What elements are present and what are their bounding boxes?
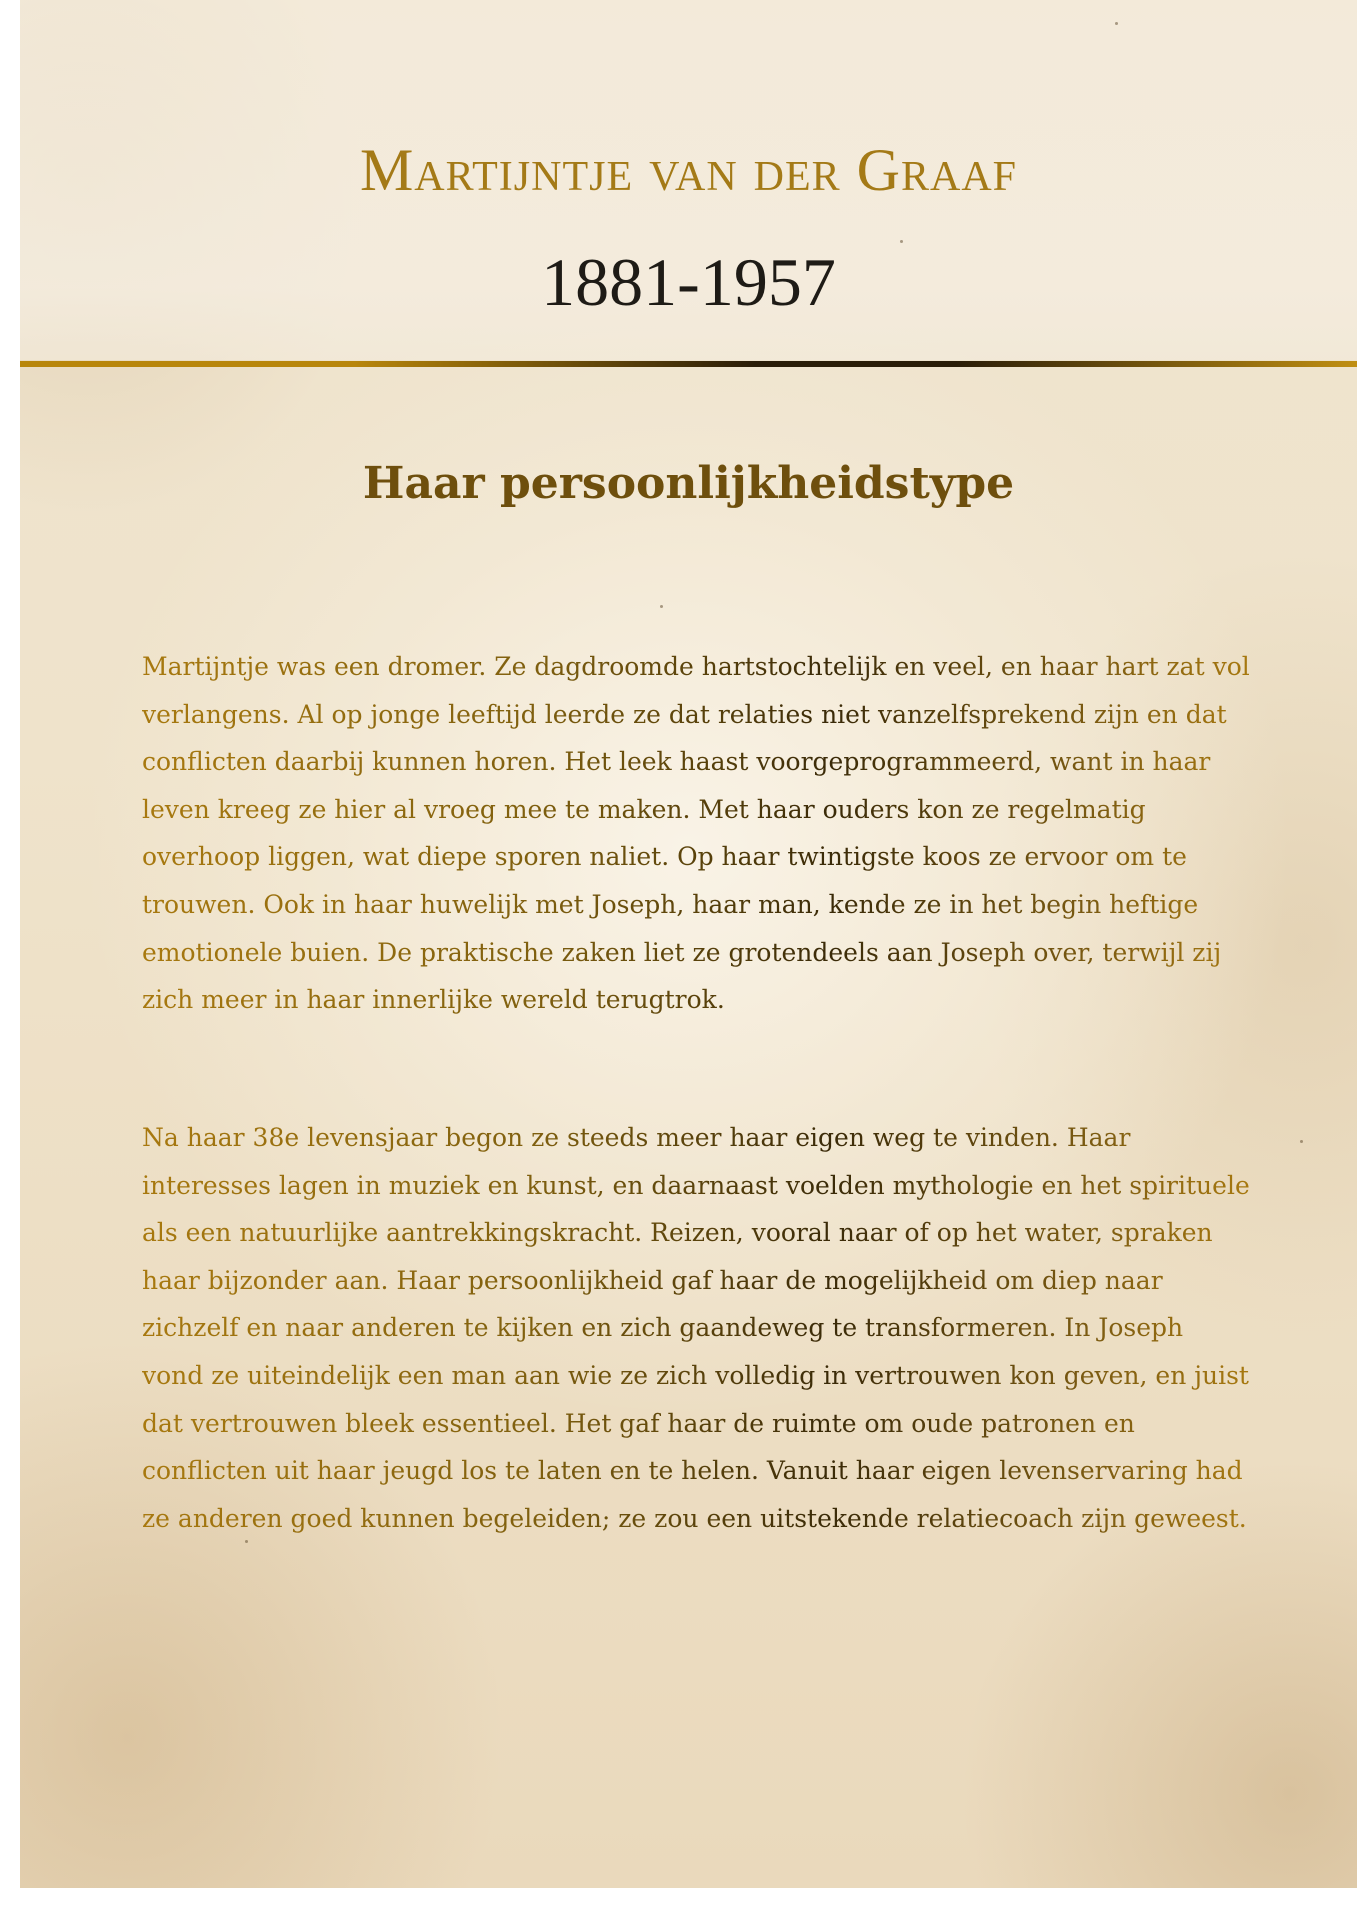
paper-speck — [660, 605, 663, 608]
page-header — [20, 0, 1357, 360]
paper-speck — [900, 240, 903, 243]
paragraph-1: Martijntje was een dromer. Ze dagdroomde hartstochtelijk en veel, en haar hart zat vol verlangens. Al op jonge leeftijd leerde ze dat relaties niet vanzelfsprekend zijn en dat conflicten daarbij kunnen horen. Het leek haast voorgeprogrammeerd, want in haar leven kreeg ze hier al vroeg mee te maken. Met haar ouders kon ze regelmatig overhoop liggen, wat diepe sporen naliet. Op haar twintigste koos ze ervoor om te trouwen. Ook in haar huwelijk met Joseph, haar man, kende ze in het begin heftige emotionele buien. De praktische zaken liet ze grotendeels aan Joseph over, terwijl zij zich meer in haar innerlijke wereld terugtrok. — [142, 643, 1252, 1024]
section-title: Haar persoonlijkheidstype — [362, 458, 1015, 509]
person-name: Martijntje van der Graaf — [359, 137, 1018, 203]
life-years: 1881-1957 — [541, 244, 836, 320]
header-divider — [20, 361, 1357, 367]
paper-speck — [1115, 22, 1118, 25]
parchment-page — [20, 0, 1357, 1888]
paper-speck — [1300, 1140, 1303, 1143]
paragraph-2: Na haar 38e levensjaar begon ze steeds meer haar eigen weg te vinden. Haar interesses lagen in muziek en kunst, en daarnaast voelden mythologie en het spirituele als een natuurlijke aantrekkingskracht. Reizen, vooral naar of op het water, spraken haar bijzonder aan. Haar persoonlijkheid gaf haar de mogelijkheid om diep naar zichzelf en naar anderen te kijken en zich gaandeweg te transformeren. In Joseph vond ze uiteindelijk een man aan wie ze zich volledig in vertrouwen kon geven, en juist dat vertrouwen bleek essentieel. Het gaf haar de ruimte om oude patronen en conflicten uit haar jeugd los te laten en te helen. Vanuit haar eigen levenservaring had ze anderen goed kunnen begeleiden; ze zou een uitstekende relatiecoach zijn geweest. — [142, 1114, 1252, 1542]
paper-speck — [245, 1540, 248, 1543]
